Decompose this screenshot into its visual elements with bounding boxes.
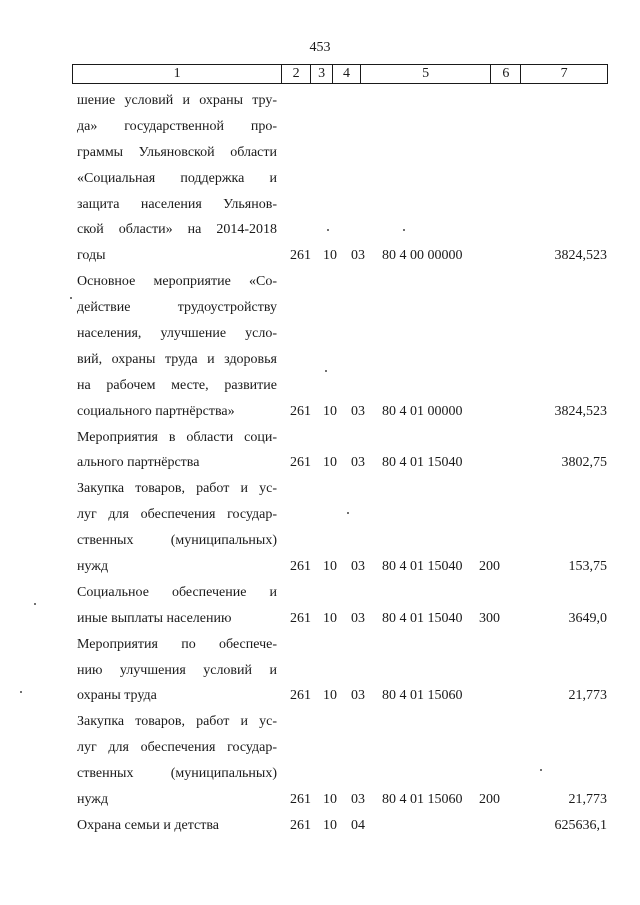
scan-speck <box>34 603 36 605</box>
scan-speck <box>347 512 349 514</box>
description-line: нужд <box>77 559 109 575</box>
amount-value: 3649,0 <box>568 610 607 626</box>
amount-value: 21,773 <box>568 688 607 704</box>
table-row <box>0 476 640 580</box>
code-col-3: 10 <box>323 688 337 704</box>
description-line: луг для обеспечения государ- <box>77 740 277 756</box>
scan-speck <box>403 229 405 231</box>
description-line: социального партнёрства» <box>77 403 235 419</box>
table-row <box>0 88 640 269</box>
header-col-4: 4 <box>333 65 361 83</box>
description-line: ственных (муниципальных) <box>77 533 277 549</box>
code-col-5: 80 4 01 15060 <box>382 688 463 704</box>
code-col-6: 200 <box>479 792 500 808</box>
amount-value: 3824,523 <box>554 248 607 264</box>
code-col-2: 261 <box>290 403 311 419</box>
code-col-2: 261 <box>290 610 311 626</box>
row-codes <box>0 243 640 269</box>
code-col-2: 261 <box>290 455 311 471</box>
header-col-1: 1 <box>73 65 282 83</box>
header-col-2: 2 <box>282 65 311 83</box>
scan-speck <box>325 370 327 372</box>
code-col-5: 80 4 01 15040 <box>382 455 463 471</box>
description-line: иные выплаты населению <box>77 610 232 626</box>
description-line: Мероприятия в области соци- <box>77 429 277 445</box>
table-header-row <box>72 64 608 84</box>
amount-value: 3802,75 <box>561 455 607 471</box>
row-codes <box>0 399 640 425</box>
page-number: 453 <box>309 40 331 55</box>
amount-value: 3824,523 <box>554 403 607 419</box>
code-col-2: 261 <box>290 688 311 704</box>
table-row <box>0 632 640 710</box>
table-row <box>0 813 640 839</box>
amount-value: 625636,1 <box>554 817 607 833</box>
table-row <box>0 425 640 477</box>
description-line: ской области» на 2014-2018 <box>77 222 277 238</box>
code-col-4: 04 <box>351 817 365 833</box>
description-line: да» государственной про- <box>77 118 277 134</box>
description-line: шение условий и охраны тру- <box>77 93 277 108</box>
code-col-4: 03 <box>351 688 365 704</box>
code-col-4: 03 <box>351 403 365 419</box>
code-col-6: 200 <box>479 559 500 575</box>
description-line: нужд <box>77 792 109 808</box>
description-line: луг для обеспечения государ- <box>77 507 277 523</box>
description-line: Мероприятия по обеспече- <box>77 636 277 652</box>
code-col-2: 261 <box>290 792 311 808</box>
code-col-4: 03 <box>351 559 365 575</box>
code-col-3: 10 <box>323 792 337 808</box>
amount-value: 21,773 <box>568 792 607 808</box>
description-line: «Социальная поддержка и <box>77 170 277 186</box>
code-col-3: 10 <box>323 817 337 833</box>
header-col-7: 7 <box>560 66 568 81</box>
code-col-2: 261 <box>290 559 311 575</box>
code-col-5: 80 4 01 00000 <box>382 403 463 419</box>
header-col-6: 6 <box>491 65 521 83</box>
code-col-3: 10 <box>323 610 337 626</box>
description-line: ственных (муниципальных) <box>77 766 277 782</box>
description-line: охраны труда <box>77 688 157 704</box>
scan-speck <box>327 229 329 231</box>
code-col-5: 80 4 00 00000 <box>382 248 463 264</box>
code-col-5: 80 4 01 15040 <box>382 559 463 575</box>
description-line: действие трудоустройству <box>77 300 277 316</box>
code-col-5: 80 4 01 15060 <box>382 792 463 808</box>
row-description <box>77 88 277 269</box>
description-line: Основное мероприятие «Со- <box>77 274 277 290</box>
description-line: вий, охраны труда и здоровья <box>77 351 277 367</box>
description-line: защита населения Ульянов- <box>77 196 277 212</box>
row-codes <box>0 606 640 632</box>
code-col-2: 261 <box>290 248 311 264</box>
table-row <box>0 269 640 424</box>
description-line: годы <box>77 248 106 264</box>
row-codes <box>0 787 640 813</box>
code-col-2: 261 <box>290 817 311 833</box>
header-col-5: 5 <box>361 65 492 83</box>
amount-value: 153,75 <box>568 559 607 575</box>
table-row <box>0 580 640 632</box>
header-col-3: 3 <box>311 65 333 83</box>
code-col-3: 10 <box>323 455 337 471</box>
row-codes <box>0 450 640 476</box>
code-col-3: 10 <box>323 248 337 264</box>
description-line: Закупка товаров, работ и ус- <box>77 714 277 730</box>
row-codes <box>0 813 640 839</box>
description-line: Охрана семьи и детства <box>77 817 219 833</box>
description-line: граммы Ульяновской области <box>77 144 277 160</box>
code-col-3: 10 <box>323 559 337 575</box>
row-codes <box>0 683 640 709</box>
table-row <box>0 709 640 813</box>
description-line: населения, улучшение усло- <box>77 326 277 342</box>
code-col-3: 10 <box>323 403 337 419</box>
row-codes <box>0 554 640 580</box>
table-body <box>0 88 640 839</box>
code-col-4: 03 <box>351 248 365 264</box>
code-col-6: 300 <box>479 610 500 626</box>
description-line: на рабочем месте, развитие <box>77 377 277 393</box>
description-line: ального партнёрства <box>77 455 200 471</box>
code-col-4: 03 <box>351 610 365 626</box>
description-line: нию улучшения условий и <box>77 662 277 678</box>
scan-speck <box>20 691 22 693</box>
description-line: Закупка товаров, работ и ус- <box>77 481 277 497</box>
scan-speck <box>70 297 72 299</box>
code-col-4: 03 <box>351 455 365 471</box>
code-col-4: 03 <box>351 792 365 808</box>
scan-speck <box>540 769 542 771</box>
code-col-5: 80 4 01 15040 <box>382 610 463 626</box>
description-line: Социальное обеспечение и <box>77 584 277 600</box>
